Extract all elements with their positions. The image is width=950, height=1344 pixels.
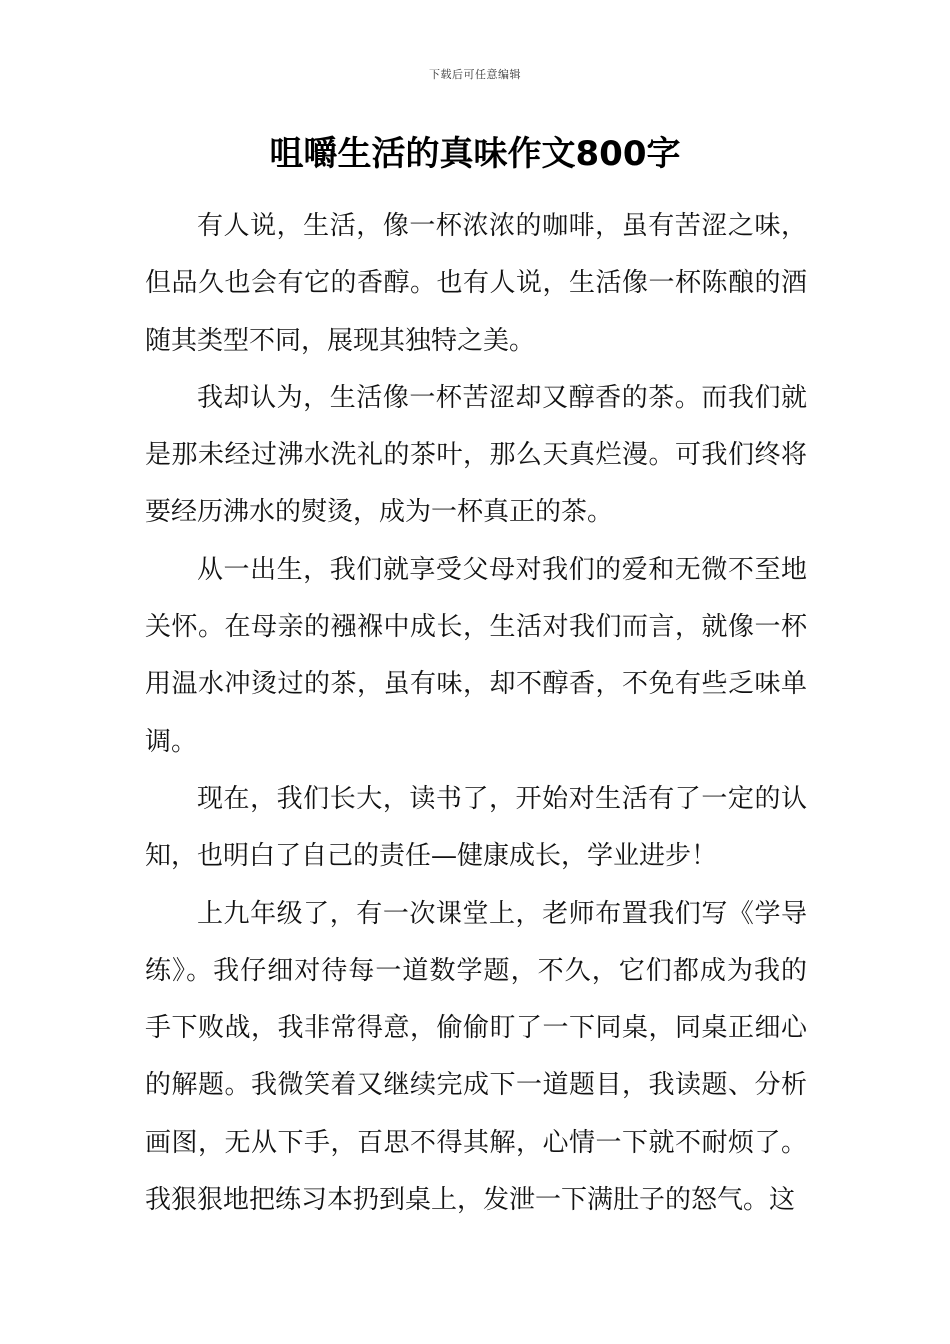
paragraph: 有人说，生活，像一杯浓浓的咖啡，虽有苦涩之味，但品久也会有它的香醇。也有人说，生活像一杯陈酿的酒随其类型不同，展现其独特之美。	[145, 211, 807, 356]
document-body	[145, 198, 807, 1229]
document-title: 咀嚼生活的真味作文800字	[269, 134, 681, 174]
paragraph: 我却认为，生活像一杯苦涩却又醇香的茶。而我们就是那未经过沸水洗礼的茶叶，那么天真烂漫。可我们终将要经历沸水的熨烫，成为一杯真正的茶。	[145, 382, 807, 528]
paragraph: 从一出生，我们就享受父母对我们的爱和无微不至地关怀。在母亲的襁褓中成长，生活对我们而言，就像一杯用温水冲烫过的茶，虽有味，却不醇香，不免有些乏味单调。	[145, 554, 807, 757]
paragraph: 现在，我们长大，读书了，开始对生活有了一定的认知，也明白了自己的责任—健康成长，学业进步！	[145, 783, 807, 872]
paragraph: 上九年级了，有一次课堂上，老师布置我们写《学导练》。我仔细对待每一道数学题，不久，它们都成为我的手下败战，我非常得意，偷偷盯了一下同桌，同桌正细心的解题。我微笑着又继续完成下一道题目，我读题、分析画图，无从下手，百思不得其解，心情一下就不耐烦了。我狠狠地把练习本扔到桌上，发泄一下满肚子的怒气。这	[145, 898, 807, 1216]
header-note: 下载后可任意编辑	[429, 68, 521, 81]
